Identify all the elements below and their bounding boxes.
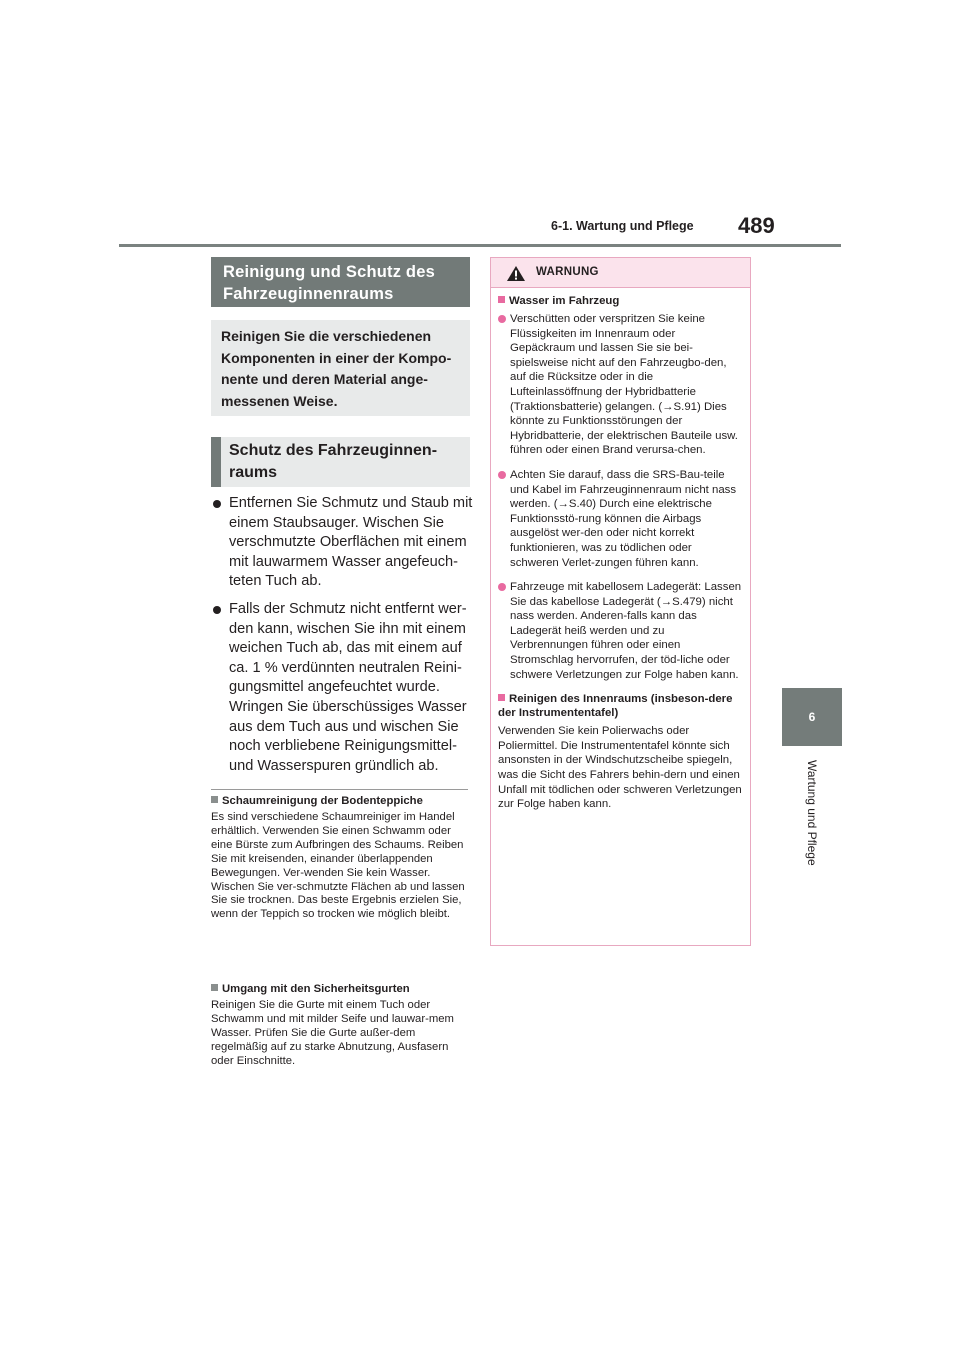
carpet-note-title: Schaumreinigung der Bodenteppiche <box>211 794 473 808</box>
section-heading: Reinigung und Schutz des Fahrzeuginnenraums <box>211 257 470 307</box>
warning-clean-text: Verwenden Sie kein Polierwachs oder Poliermittel. Die Instrumententafel könnte sich ansonsten in der Windschutzscheibe spiegeln, was die Sicht des Fahrers behin-dern und einen Unfall mit tödlichen oder schweren Verletzungen zur Folge haben kann. <box>498 725 742 811</box>
chapter-tab: 6 <box>782 688 842 746</box>
warning-header <box>491 258 750 288</box>
square-bullet-icon <box>498 296 505 303</box>
belt-note <box>211 982 473 1069</box>
header-rule <box>119 244 841 247</box>
warning-item: Achten Sie darauf, dass die SRS-Bau-teile und Kabel im Fahrzeuginnenraum nicht nass werden. (→S.40) Durch eine elektrische Funktionsstö-rung können die Airbags ausgelöst wer-den oder nicht korrekt funktionieren, was zu tödlichen oder schweren Verlet-zungen führen kann. <box>498 468 742 570</box>
pink-bullet-icon <box>498 583 506 591</box>
carpet-note <box>211 794 473 922</box>
bullet-item: Falls der Schmutz nicht entfernt wer-den kann, wischen Sie ihn mit einem weichen Tuch ab, das mit einem auf ca. 1 % verdünnten neutralen Reini-gungsmittel angefeuchtet wurde. Wringen Sie überschüssiges Wasser aus dem Tuch aus und wischen Sie noch verbliebene Reinigungsmittel- und Wasserspuren gründlich ab. <box>212 600 474 776</box>
belt-note-text: Reinigen Sie die Gurte mit einem Tuch oder Schwamm und mit milder Seife und lauwar-mem Wasser. Prüfen Sie die Gurte außer-dem regelmäßig auf zu starke Abnutzung, Ausfasern oder Einschnitte. <box>211 999 454 1067</box>
pink-bullet-icon <box>498 315 506 323</box>
square-bullet-icon <box>211 984 218 991</box>
warning-box <box>490 257 751 946</box>
belt-note-title: Umgang mit den Sicherheitsgurten <box>211 982 473 996</box>
bullet-dot-icon <box>213 606 221 614</box>
divider <box>211 789 468 790</box>
square-bullet-icon <box>211 796 218 803</box>
carpet-note-text: Es sind verschiedene Schaumreiniger im Handel erhältlich. Verwenden Sie einen Schwamm oder eine Bürste zum Aufbringen des Schaums. Reiben Sie mit kreisenden, einander überlappenden Bewegungen. Ver-wenden Sie kein Wasser. Wischen Sie ver-schmutzte Flächen ab und lassen Sie sie trocknen. Das beste Ergebnis erzielen Sie, wenn der Teppich so trocken wie möglich bleibt. <box>211 811 465 921</box>
bullet-list <box>212 494 474 784</box>
warning-triangle-icon <box>506 265 526 282</box>
warning-item: Verschütten oder verspritzen Sie keine Flüssigkeiten im Innenraum oder Gepäckraum und lassen Sie sie bei-spielsweise nicht auf den Fahrzeugbo-den, auf die Rücksitze oder in die Lufteinlassöffnung der Hybridbatterie (Traktionsbatterie) gelangen. (→S.91) Dies könnte zu Funktionsstörungen der Hybridbatterie, der elektrischen Bauteile usw. führen oder einen Brand verursa-chen. <box>498 312 742 458</box>
page-number: 489 <box>738 213 775 238</box>
pink-bullet-icon <box>498 471 506 479</box>
warning-clean-title: Reinigen des Innenraums (insbeson-dere der Instrumententafel) <box>498 693 733 720</box>
warning-water-title: Wasser im Fahrzeug <box>498 294 742 308</box>
intro-box: Reinigen Sie die verschiedenen Komponenten in einer der Kompo-nente und deren Material ange-messenen Weise. <box>211 320 470 416</box>
bullet-item: Entfernen Sie Schmutz und Staub mit einem Staubsauger. Wischen Sie verschmutzte Oberflächen mit einem mit lauwarmem Wasser angefeuch-teten Tuch ab. <box>212 494 474 592</box>
square-bullet-icon <box>498 694 505 701</box>
warning-label: WARNUNG <box>536 266 599 278</box>
warning-body <box>491 288 750 812</box>
warning-item: Fahrzeuge mit kabellosem Ladegerät: Lassen Sie das kabellose Ladegerät (→S.479) nicht nass werden. Anderen-falls kann das Ladegerät heiß werden und zu Verbrennungen führen oder einen Stromschlag hervorrufen, der töd-liche oder schwere Verletzungen zur Folge haben kann. <box>498 580 742 682</box>
chapter-tab-label: Wartung und Pflege <box>805 760 819 866</box>
running-header-section: 6-1. Wartung und Pflege <box>551 219 694 233</box>
subsection-heading: Schutz des Fahrzeuginnen-raums <box>211 437 470 487</box>
bullet-dot-icon <box>213 500 221 508</box>
